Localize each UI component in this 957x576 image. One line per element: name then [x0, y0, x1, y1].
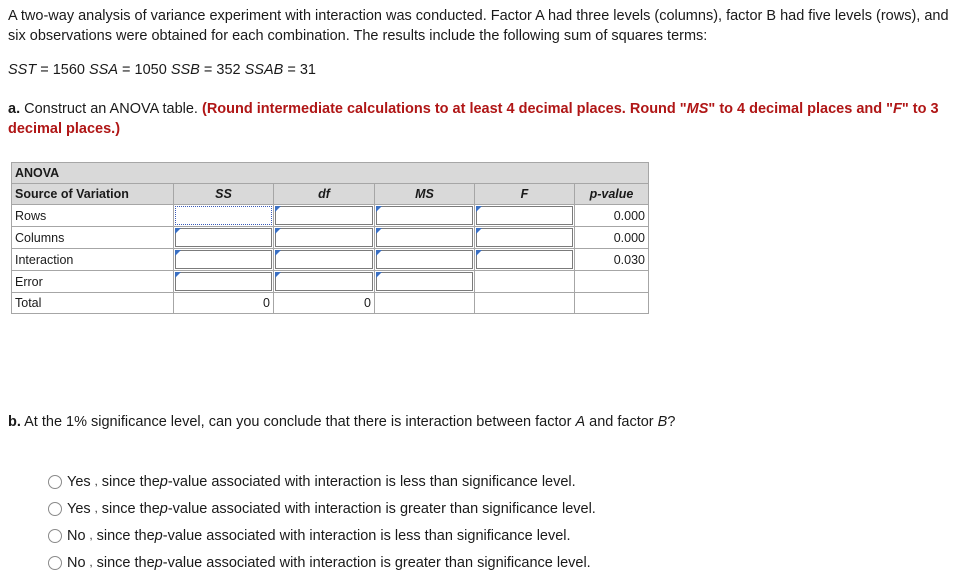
row-label: Columns	[12, 227, 174, 249]
option-yes-less[interactable]	[48, 468, 596, 495]
option-separator: ,	[94, 475, 98, 488]
problem-intro: A two-way analysis of variance experiment with interaction was conducted. Factor A had three levels (columns), factor B had five levels (rows), and six observations were obtained for each combination. The results include the following sum of squares terms:	[8, 8, 949, 44]
row-label: Error	[12, 271, 174, 293]
header-pvalue-text: p-value	[589, 187, 634, 201]
interaction-df-input[interactable]	[275, 250, 373, 269]
ssa-value: = 1050	[118, 62, 171, 78]
part-a-label: a.	[8, 101, 21, 117]
dropdown-marker-icon	[476, 250, 482, 256]
option-answer: No	[67, 554, 86, 571]
dropdown-marker-icon	[376, 250, 382, 256]
columns-f-input[interactable]	[476, 228, 573, 247]
ssb-label: SSB	[170, 62, 200, 78]
header-ms	[375, 184, 475, 205]
dropdown-marker-icon	[376, 228, 382, 234]
option-reason-2: -value associated with interaction is less than significance level.	[167, 473, 576, 490]
error-df-input[interactable]	[275, 272, 373, 291]
option-separator: ,	[94, 502, 98, 515]
instruction-f: F	[893, 101, 902, 117]
columns-ms-cell	[375, 227, 475, 249]
error-df-cell	[274, 271, 375, 293]
total-f-cell	[475, 293, 575, 314]
total-ms-cell	[375, 293, 475, 314]
instruction-prefix: (Round intermediate calculations to at least 4 decimal places. Round "	[201, 101, 687, 117]
interaction-ms-input[interactable]	[376, 250, 473, 269]
error-pvalue-cell	[575, 271, 649, 293]
header-ms-text: MS	[415, 187, 434, 201]
sst-label: SST	[8, 62, 37, 78]
interaction-ss-input[interactable]	[175, 250, 272, 269]
radio-button[interactable]	[48, 556, 62, 570]
total-df: 0	[274, 293, 375, 314]
factor-b: B	[657, 414, 668, 430]
rows-f-input[interactable]	[476, 206, 573, 225]
columns-ms-input[interactable]	[376, 228, 473, 247]
columns-df-cell	[274, 227, 375, 249]
option-separator: ,	[89, 529, 93, 542]
option-separator: ,	[89, 556, 93, 569]
table-row	[12, 249, 649, 271]
answer-options	[48, 468, 596, 576]
rows-df-cell	[274, 205, 375, 227]
dropdown-marker-icon	[175, 250, 181, 256]
row-label: Total	[12, 293, 174, 314]
dropdown-marker-icon	[476, 228, 482, 234]
dropdown-marker-icon	[376, 206, 382, 212]
option-p: p	[154, 554, 163, 571]
error-ss-cell	[174, 271, 274, 293]
header-pvalue	[575, 184, 649, 205]
option-reason-2: -value associated with interaction is less than significance level.	[162, 527, 571, 544]
ssab-label: SSAB	[244, 62, 284, 78]
option-answer: No	[67, 527, 86, 544]
dropdown-marker-icon	[175, 272, 181, 278]
dropdown-marker-icon	[376, 272, 382, 278]
rows-pvalue: 0.000	[575, 205, 649, 227]
row-label: Rows	[12, 205, 174, 227]
option-p: p	[154, 527, 163, 544]
option-p: p	[159, 500, 168, 517]
option-reason-1: since the	[101, 500, 160, 517]
error-ss-input[interactable]	[175, 272, 272, 291]
columns-ss-cell	[174, 227, 274, 249]
header-source: Source of Variation	[12, 184, 174, 205]
header-f-text: F	[520, 187, 529, 201]
anova-title-row	[12, 163, 649, 184]
radio-button[interactable]	[48, 475, 62, 489]
interaction-f-input[interactable]	[476, 250, 573, 269]
option-reason-2: -value associated with interaction is greater than significance level.	[162, 554, 591, 571]
columns-ss-input[interactable]	[175, 228, 272, 247]
row-label: Interaction	[12, 249, 174, 271]
error-f-cell	[475, 271, 575, 293]
option-no-greater[interactable]	[48, 549, 596, 576]
error-ms-cell	[375, 271, 475, 293]
header-df-text: df	[318, 187, 330, 201]
anova-header-row	[12, 184, 649, 205]
anova-table	[11, 162, 649, 314]
dropdown-marker-icon	[275, 206, 281, 212]
ssa-label: SSA	[89, 62, 119, 78]
table-row	[12, 205, 649, 227]
ssab-value: = 31	[283, 62, 316, 78]
rows-df-input[interactable]	[275, 206, 373, 225]
total-ss: 0	[174, 293, 274, 314]
option-no-less[interactable]	[48, 522, 596, 549]
radio-button[interactable]	[48, 502, 62, 516]
columns-pvalue: 0.000	[575, 227, 649, 249]
interaction-pvalue: 0.030	[575, 249, 649, 271]
factor-a: A	[575, 414, 586, 430]
columns-f-cell	[475, 227, 575, 249]
rows-ss-input[interactable]	[175, 206, 272, 225]
part-b-question	[8, 414, 675, 430]
dropdown-marker-icon	[275, 250, 281, 256]
dropdown-marker-icon	[175, 228, 181, 234]
table-row	[12, 271, 649, 293]
part-b-text-1: At the 1% significance level, can you conclude that there is interaction between factor	[20, 414, 576, 430]
option-p: p	[159, 473, 168, 490]
header-df	[274, 184, 375, 205]
sum-of-squares-terms	[8, 62, 316, 78]
error-ms-input[interactable]	[376, 272, 473, 291]
option-answer: Yes	[67, 500, 91, 517]
option-answer: Yes	[67, 473, 91, 490]
interaction-ss-cell	[174, 249, 274, 271]
option-reason-2: -value associated with interaction is greater than significance level.	[167, 500, 596, 517]
anova-title: ANOVA	[12, 163, 649, 184]
option-reason-1: since the	[96, 554, 155, 571]
columns-df-input[interactable]	[275, 228, 373, 247]
option-yes-greater[interactable]	[48, 495, 596, 522]
instruction-mid: " to 4 decimal places and "	[708, 101, 894, 117]
dropdown-marker-icon	[476, 206, 482, 212]
rows-ms-cell	[375, 205, 475, 227]
table-row	[12, 227, 649, 249]
interaction-ms-cell	[375, 249, 475, 271]
part-b-text-3: ?	[667, 414, 676, 430]
header-ss	[174, 184, 274, 205]
rows-ss-cell	[174, 205, 274, 227]
rows-ms-input[interactable]	[376, 206, 473, 225]
radio-button[interactable]	[48, 529, 62, 543]
part-b-text-2: and factor	[585, 414, 658, 430]
dropdown-marker-icon	[275, 272, 281, 278]
ssb-value: = 352	[199, 62, 245, 78]
table-row	[12, 293, 649, 314]
option-reason-1: since the	[96, 527, 155, 544]
instruction-ms: MS	[686, 101, 709, 117]
header-ss-text: SS	[215, 187, 232, 201]
interaction-df-cell	[274, 249, 375, 271]
total-pvalue-cell	[575, 293, 649, 314]
instruction-suffix: " to 3 decimal places.)	[8, 101, 939, 137]
part-a-text: Construct an ANOVA table.	[20, 101, 202, 117]
option-reason-1: since the	[101, 473, 160, 490]
part-a-question	[8, 99, 953, 139]
rows-f-cell	[475, 205, 575, 227]
interaction-f-cell	[475, 249, 575, 271]
part-b-label: b.	[8, 414, 21, 430]
header-f	[475, 184, 575, 205]
sst-value: = 1560	[36, 62, 90, 78]
dropdown-marker-icon	[275, 228, 281, 234]
